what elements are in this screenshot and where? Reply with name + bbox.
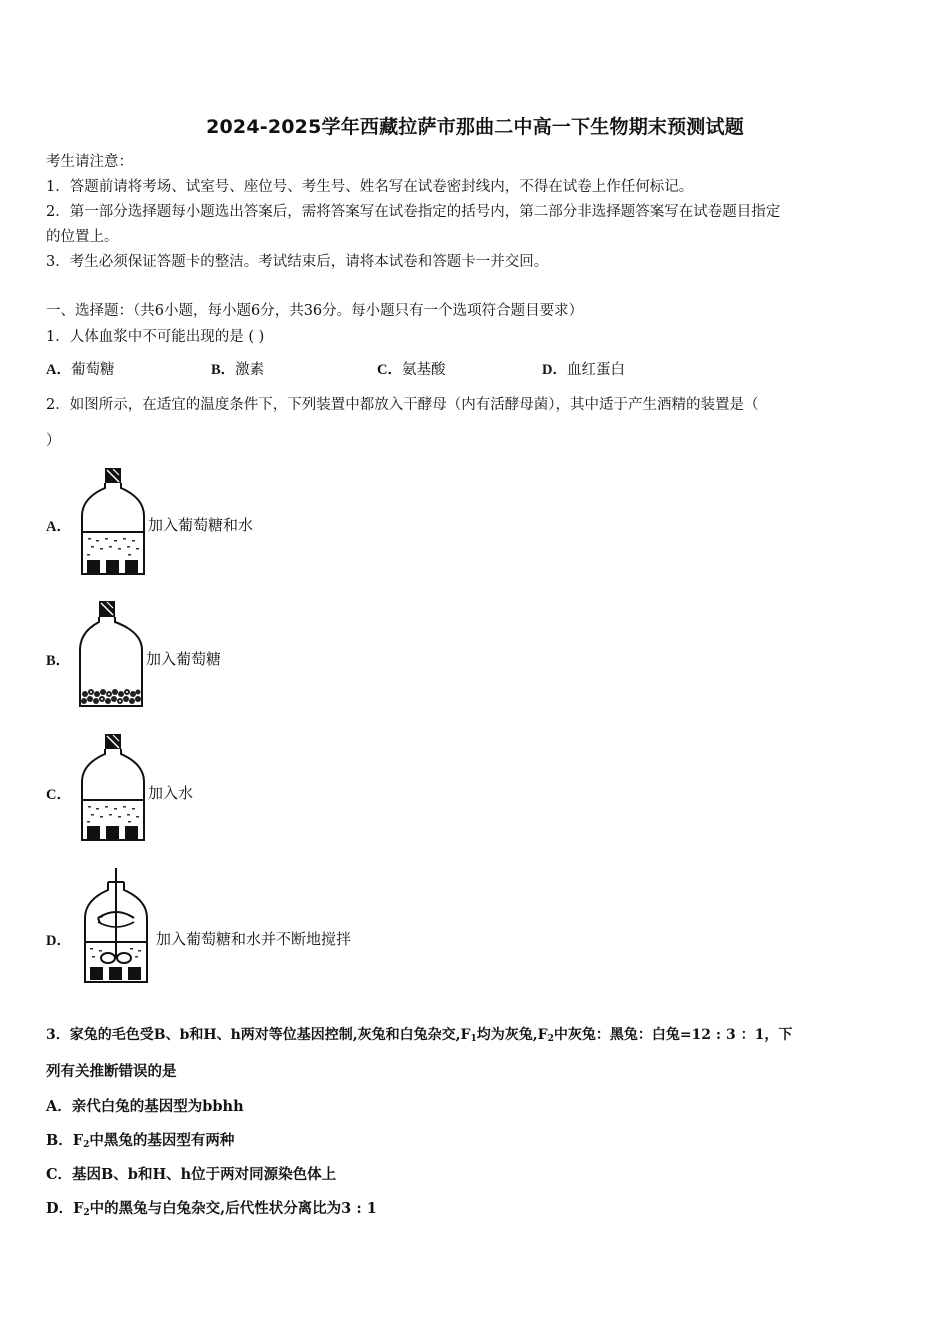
question-3-stem-cont: 列有关推断错误的是 — [46, 1063, 177, 1080]
notice-item-3: 3．考生必须保证答题卡的整洁。考试结束后，请将本试卷和答题卡一并交回。 — [46, 254, 549, 270]
q1-option-c: C．氨基酸 — [377, 362, 446, 378]
q3-option-c: C．基因B、b和H、h位于两对同源染色体上 — [46, 1166, 337, 1183]
q2-option-c-letter: C． — [46, 787, 71, 803]
q2-option-a-text: 加入葡萄糖和水 — [148, 516, 254, 534]
q2-option-a-letter: A． — [46, 519, 71, 535]
q1-option-a: A．葡萄糖 — [46, 362, 115, 378]
q3-option-a: A．亲代白兔的基因型为bbhh — [46, 1098, 244, 1115]
q1-option-b: B．激素 — [211, 362, 265, 378]
q2-option-b-letter: B． — [46, 653, 71, 669]
q1-option-d: D．血红蛋白 — [542, 362, 625, 378]
question-2-stem: 2．如图所示，在适宜的温度条件下，下列装置中都放入干酵母（内有活酵母菌），其中适于产生酒精的装置是（ — [46, 397, 759, 413]
bottle-with-granules-icon — [76, 598, 146, 710]
question-3-stem: 3．家兔的毛色受B、b和H、h两对等位基因控制,灰兔和白兔杂交$,F_1$均为灰兔$,F_2$中灰兔：黑兔：白兔=12 : 3 ：1，下 — [46, 1027, 793, 1044]
q2-option-b-text: 加入葡萄糖 — [146, 650, 222, 668]
q2-option-d-text: 加入葡萄糖和水并不断地搅拌 — [156, 930, 352, 948]
bottle-with-liquid-icon — [78, 732, 148, 844]
bottle-with-liquid-icon — [78, 466, 148, 578]
question-2-stem-cont: ） — [46, 433, 61, 449]
question-1-stem: 1．人体血浆中不可能出现的是 ( ) — [46, 329, 265, 345]
q3-option-b: B．$F_2$中黑兔的基因型有两种 — [46, 1132, 235, 1150]
q2-option-c-text: 加入水 — [148, 784, 194, 802]
page-title: 2024-2025学年西藏拉萨市那曲二中高一下生物期末预测试题 — [206, 116, 744, 138]
notice-item-1: 1．答题前请将考场、试室号、座位号、考生号、姓名写在试卷密封线内，不得在试卷上作任何标记。 — [46, 179, 694, 195]
q3-option-d: D．$F_2$中的黑兔与白兔杂交,后代性状分离比为3 : 1 — [46, 1200, 377, 1218]
q2-option-d-letter: D． — [46, 933, 71, 949]
section-heading: 一、选择题：（共6小题，每小题6分，共36分。每小题只有一个选项符合题目要求） — [46, 303, 584, 319]
notice-heading: 考生请注意： — [46, 154, 133, 170]
bottle-with-stirrer-icon — [80, 866, 152, 986]
notice-item-2: 2．第一部分选择题每小题选出答案后，需将答案写在试卷指定的括号内，第二部分非选择题答案写在试卷题目指定 — [46, 204, 781, 220]
notice-item-2-cont: 的位置上。 — [46, 229, 119, 245]
